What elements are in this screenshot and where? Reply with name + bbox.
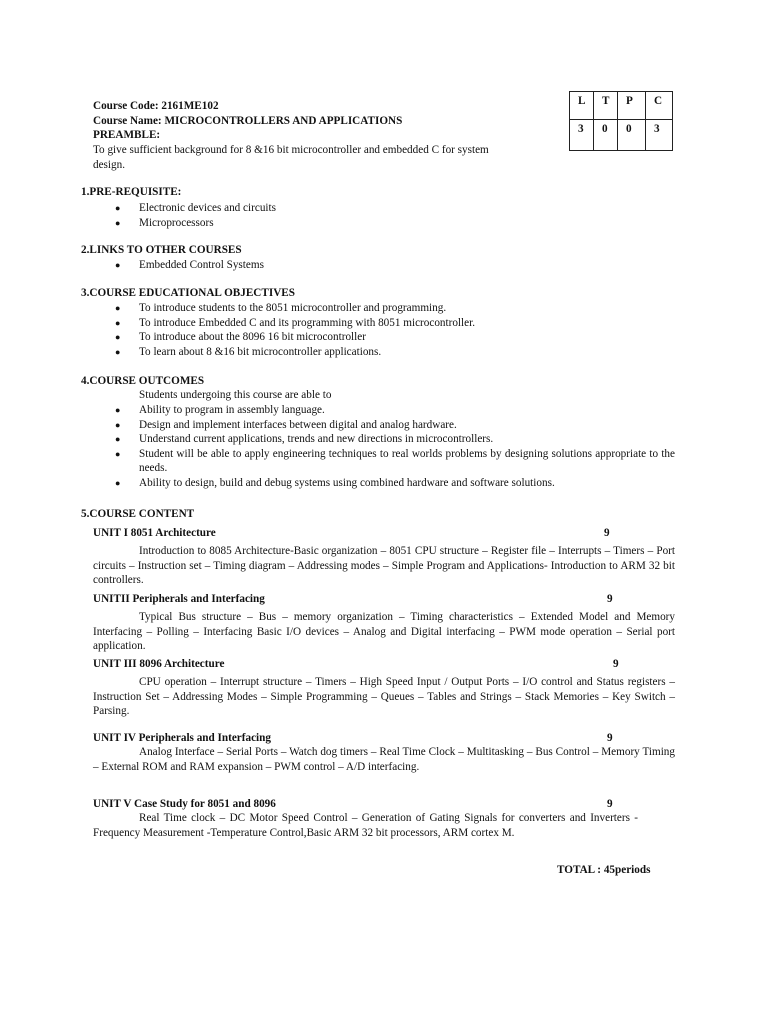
- course-header: [93, 99, 573, 143]
- list-item: ● Design and implement interfaces between digital and analog hardware.: [115, 418, 457, 431]
- objectives-list: [115, 301, 679, 359]
- list-item: ● To learn about 8 &16 bit microcontroller applications.: [115, 345, 382, 358]
- outcomes-intro: Students undergoing this course are able to: [139, 389, 332, 401]
- bullet-icon: ●: [115, 434, 121, 444]
- bullet-icon: ●: [115, 317, 121, 328]
- bullet-icon: ●: [115, 303, 121, 313]
- outcomes-heading: 4.COURSE OUTCOMES: [81, 375, 205, 387]
- content-heading: 5.COURSE CONTENT: [81, 508, 195, 520]
- bullet-icon: ●: [115, 203, 121, 213]
- unit-2-hours: 9: [607, 593, 613, 605]
- bullet-icon: ●: [115, 448, 121, 459]
- unit-1-text: Introduction to 8085 Architecture-Basic organization – 8051 CPU structure – Register file – Interrupts – Timers – Port circuits – Instruction set – Timing diagram – Addressing modes – Simple Program and Applications- Introduction to ARM 32 bit controllers.: [93, 545, 675, 586]
- unit-3-hours: 9: [613, 658, 619, 670]
- ltpc-header-p: P: [618, 92, 646, 120]
- unit-5-text: Real Time clock – DC Motor Speed Control – Generation of Gating Signals for converters and Inverters -Frequency Measurement -Temperature Control,Basic ARM 32 bit processors, ARM cortex M.: [93, 812, 638, 839]
- total-periods: TOTAL : 45periods: [557, 864, 651, 876]
- unit-3-text: CPU operation – Interrupt structure – Timers – High Speed Input / Output Ports – I/O control and Status registers – Instruction Set – Addressing Modes – Simple Programming – Queues – Tables and Strings – Stack Memories – Key Switch – Parsing.: [93, 676, 675, 717]
- bullet-icon: ●: [115, 260, 121, 270]
- ltpc-value-l: 3: [570, 120, 594, 151]
- prerequisite-list: [115, 201, 639, 230]
- list-item: ● Microprocessors: [115, 216, 214, 229]
- objectives-heading: 3.COURSE EDUCATIONAL OBJECTIVES: [81, 287, 295, 299]
- bullet-icon: ●: [115, 405, 121, 415]
- list-item: ● To introduce Embedded C and its programming with 8051 microcontroller.: [115, 316, 476, 329]
- ltpc-table: [569, 91, 673, 151]
- ltpc-header-l: L: [570, 92, 594, 120]
- prerequisite-heading: 1.PRE-REQUISITE:: [81, 186, 182, 198]
- bullet-icon: ●: [115, 477, 121, 488]
- list-item: ● Embedded Control Systems: [115, 259, 264, 271]
- unit-1-hours: 9: [604, 527, 610, 539]
- ltpc-value-c: 3: [646, 120, 673, 151]
- list-item: ● Student will be able to apply engineering techniques to real worlds problems by designing solutions appropriate to the needs.: [115, 447, 675, 474]
- preamble-heading: PREAMBLE:: [93, 129, 161, 141]
- unit-5-hours: 9: [607, 798, 613, 810]
- unit-2-title: UNITII Peripherals and Interfacing: [93, 593, 265, 605]
- ltpc-header-t: T: [594, 92, 618, 120]
- list-item: ● To introduce students to the 8051 microcontroller and programming.: [115, 302, 447, 314]
- preamble-line-1: To give sufficient background for 8 &16 bit microcontroller and embedded C for system: [93, 144, 489, 156]
- course-name: Course Name: MICROCONTROLLERS AND APPLICATIONS: [93, 114, 403, 127]
- bullet-icon: ●: [115, 217, 121, 228]
- list-item: ● Ability to design, build and debug systems using combined hardware and software solutions.: [115, 476, 555, 489]
- preamble-line-2: design.: [93, 158, 126, 171]
- bullet-icon: ●: [115, 419, 121, 430]
- unit-4-hours: 9: [607, 732, 613, 744]
- links-list: [115, 258, 639, 273]
- bullet-icon: ●: [115, 346, 121, 357]
- list-item: ● Ability to program in assembly language.: [115, 404, 325, 416]
- unit-3-title: UNIT III 8096 Architecture: [93, 658, 225, 670]
- unit-2-text: Typical Bus structure – Bus – memory organization – Timing characteristics – Extended Model and Memory Interfacing – Polling – Interfacing Basic I/O devices – Analog and Digital interfacing – PWM mode operation – Serial port application.: [93, 611, 675, 652]
- unit-5-title: UNIT V Case Study for 8051 and 8096: [93, 798, 276, 810]
- unit-4-text: Analog Interface – Serial Ports – Watch dog timers – Real Time Clock – Multitasking – Bus Control – Memory Timing – External ROM and RAM expansion – PWM control – A/D interfacing.: [93, 746, 675, 773]
- bullet-icon: ●: [115, 332, 121, 342]
- outcomes-list: [115, 403, 675, 490]
- ltpc-value-p: 0: [618, 120, 646, 151]
- preamble-text: [93, 143, 563, 172]
- ltpc-value-t: 0: [594, 120, 618, 151]
- list-item: ● To introduce about the 8096 16 bit microcontroller: [115, 331, 366, 343]
- list-item: ● Electronic devices and circuits: [115, 202, 276, 214]
- links-heading: 2.LINKS TO OTHER COURSES: [81, 244, 242, 256]
- unit-1-title: UNIT I 8051 Architecture: [93, 527, 216, 539]
- unit-4-title: UNIT IV Peripherals and Interfacing: [93, 732, 271, 744]
- ltpc-header-c: C: [646, 92, 673, 120]
- course-code: Course Code: 2161ME102: [93, 100, 219, 112]
- list-item: ● Understand current applications, trends and new directions in microcontrollers.: [115, 433, 494, 445]
